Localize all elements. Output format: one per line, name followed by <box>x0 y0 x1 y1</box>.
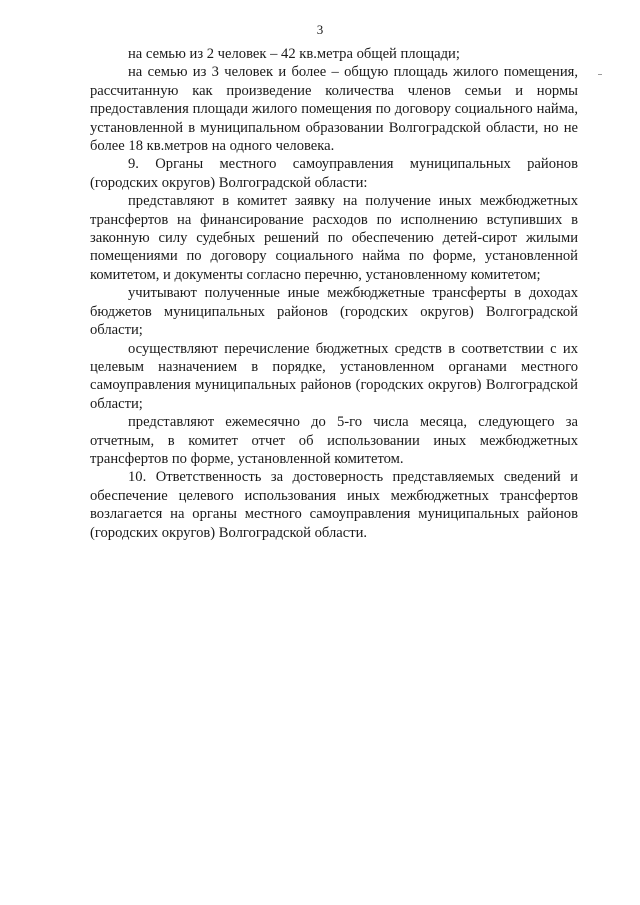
page-number: 3 <box>316 22 324 37</box>
paragraph-account-transfers: учитывают полученные иные межбюджетные трансферты в доходах бюджетов муниципальных районов (городских округов) Волгоградской области; <box>90 285 578 339</box>
document-body <box>90 45 578 542</box>
paragraph-transfer-funds: осуществляют перечисление бюджетных средств в соответствии с их целевым назначением в порядке, установленном органами местного самоуправления муниципальных районов (городских округов) Волгоградской области; <box>90 340 578 412</box>
paragraph-clause-10: 10. Ответственность за достоверность представляемых сведений и обеспечение целевого использования иных межбюджетных трансфертов возлагается на органы местного самоуправления муниципальных районов (городских округов) Волгоградской области. <box>90 469 578 541</box>
paragraph-clause-9: 9. Органы местного самоуправления муниципальных районов (городских округов) Волгоградской области: <box>90 156 578 191</box>
paragraph-family-of-two: на семью из 2 человек – 42 кв.метра общей площади; <box>128 46 460 62</box>
scan-mark <box>598 74 602 75</box>
paragraph-submit-application: представляют в комитет заявку на получение иных межбюджетных трансфертов на финансирование расходов по исполнению вступивших в законную силу судебных решений по обеспечению детей-сирот жилыми помещениями по договору социального найма по форме, установленной комитетом, и документы согласно перечню, установленному комитетом; <box>90 193 578 283</box>
paragraph-monthly-report: представляют ежемесячно до 5-го числа месяца, следующего за отчетным, в комитет отчет об использовании иных межбюджетных трансфертов по форме, установленной комитетом. <box>90 414 578 467</box>
paragraph-family-of-three: на семью из 3 человек и более – общую площадь жилого помещения, рассчитанную как произведение количества членов семьи и нормы предоставления площади жилого помещения по договору социального найма, установленной в муниципальном образовании Волгоградской области, но не более 18 кв.метров на одного человека. <box>90 64 578 155</box>
